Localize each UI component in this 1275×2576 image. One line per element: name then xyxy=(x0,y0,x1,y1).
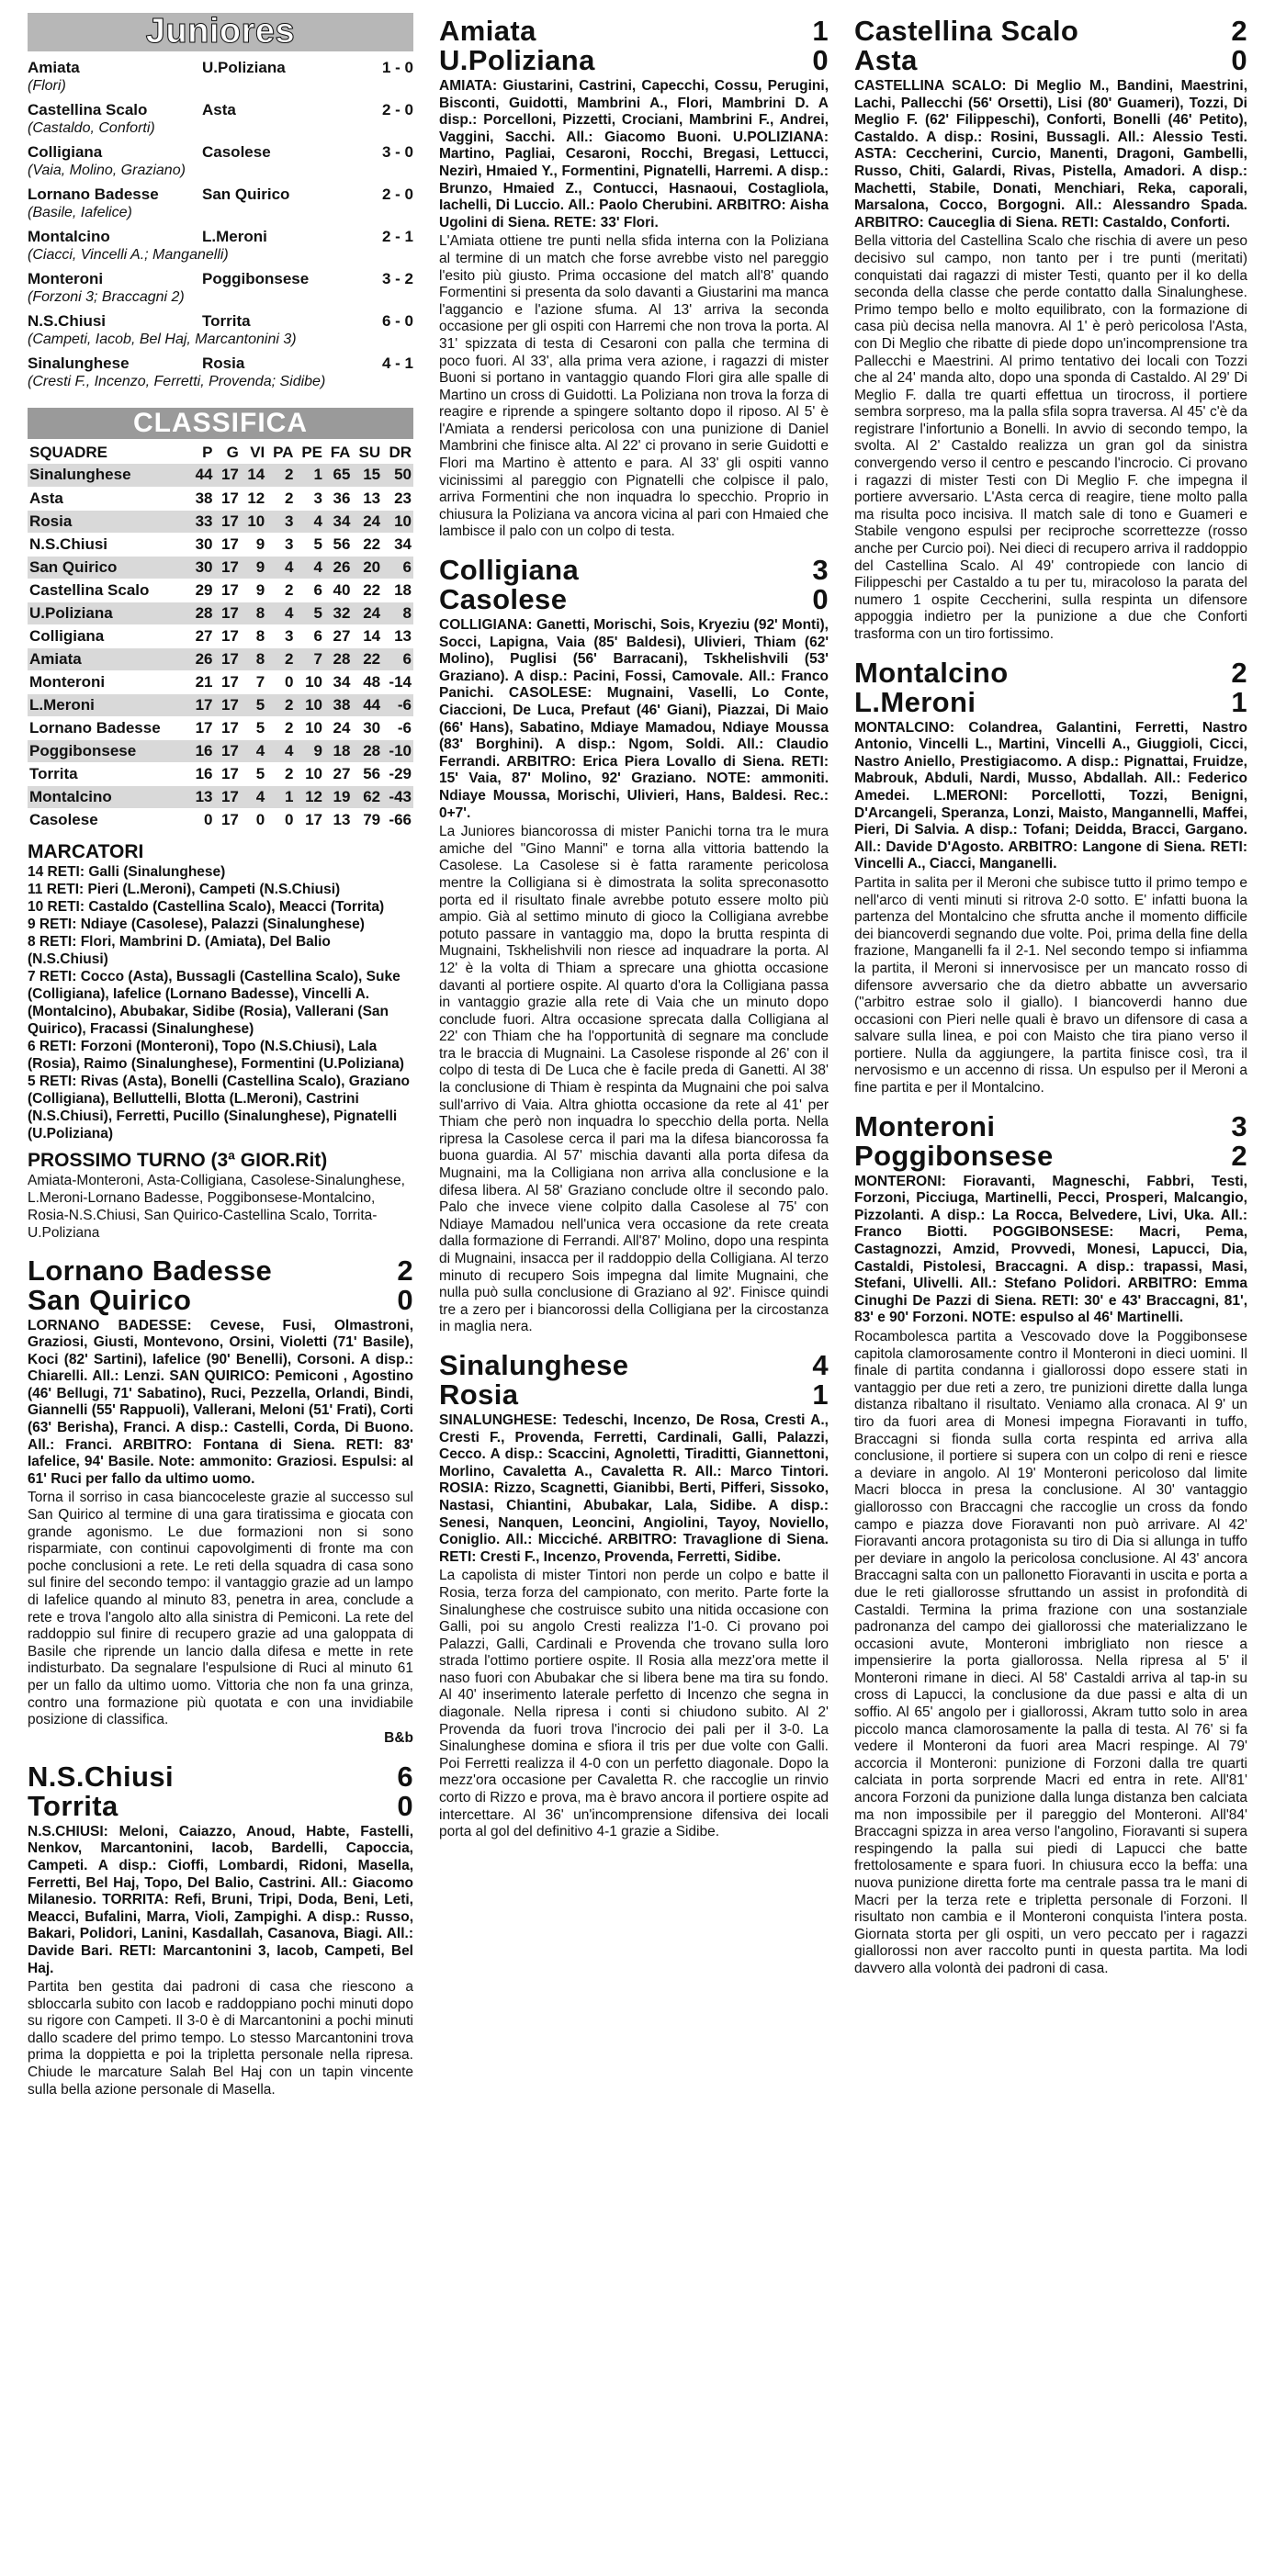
match-castellina-header xyxy=(854,17,1247,75)
stat-cell: 29 xyxy=(188,579,214,602)
result-score: 2 - 0 xyxy=(381,101,413,118)
stat-cell: 17 xyxy=(214,693,240,716)
match-colligiana-header xyxy=(439,556,829,614)
home-score: 6 xyxy=(397,1760,413,1793)
stat-cell: 4 xyxy=(241,785,266,808)
marcatori-line: 9 RETI: Ndiaye (Casolese), Palazzi (Sinalunghese) xyxy=(28,916,365,932)
stat-cell: 23 xyxy=(382,487,413,510)
table-row xyxy=(28,579,413,602)
away-team: Poggibonsese xyxy=(202,270,310,287)
stat-cell: 17 xyxy=(214,602,240,624)
stat-cell: -10 xyxy=(382,739,413,762)
stat-cell: 17 xyxy=(188,693,214,716)
stat-cell: 28 xyxy=(188,602,214,624)
stat-cell: 2 xyxy=(266,716,295,739)
stat-cell: 3 xyxy=(266,533,295,556)
stat-cell: 1 xyxy=(266,785,295,808)
table-row xyxy=(28,693,413,716)
stat-cell: 12 xyxy=(241,487,266,510)
stat-cell: -29 xyxy=(382,762,413,785)
away-score: 1 xyxy=(812,1378,829,1411)
stat-cell: 6 xyxy=(295,624,324,647)
stat-cell: -6 xyxy=(382,693,413,716)
stat-cell: 0 xyxy=(241,808,266,831)
marcatori-line: 11 RETI: Pieri (L.Meroni), Campeti (N.S.Chiusi) xyxy=(28,881,341,897)
stat-cell: 5 xyxy=(241,716,266,739)
standings-table xyxy=(28,442,413,832)
team-name: Casolese xyxy=(28,808,188,831)
stat-cell: 17 xyxy=(214,808,240,831)
away-team: Asta xyxy=(202,101,236,118)
team-name: Montalcino xyxy=(28,785,188,808)
column-header: PE xyxy=(301,444,322,461)
stat-cell: 33 xyxy=(188,510,214,533)
stat-cell: 22 xyxy=(352,647,382,670)
stat-cell: 62 xyxy=(352,785,382,808)
stat-cell: 9 xyxy=(295,739,324,762)
table-row xyxy=(28,716,413,739)
home-score: 2 xyxy=(1231,656,1247,689)
stat-cell: 5 xyxy=(241,762,266,785)
away-team: Torrita xyxy=(28,1789,118,1822)
home-team: N.S.Chiusi xyxy=(28,1760,175,1793)
result-scorers: (Cresti F., Incenzo, Ferretti, Provenda; Sidibe) xyxy=(28,374,326,389)
stat-cell: 17 xyxy=(214,579,240,602)
stat-cell: 24 xyxy=(352,602,382,624)
home-team: Lornano Badesse xyxy=(28,1254,273,1287)
stat-cell: 16 xyxy=(188,762,214,785)
stat-cell: 48 xyxy=(352,670,382,693)
result-score: 2 - 1 xyxy=(381,228,413,245)
column-header: PA xyxy=(273,444,294,461)
stat-cell: 17 xyxy=(214,785,240,808)
team-name: Poggibonsese xyxy=(28,739,188,762)
result-scorers: (Ciacci, Vincelli A.; Manganelli) xyxy=(28,247,229,263)
team-name: L.Meroni xyxy=(28,693,188,716)
team-name: Asta xyxy=(28,487,188,510)
stat-cell: 56 xyxy=(352,762,382,785)
result-scorers: (Campeti, Iacob, Bel Haj, Marcantonini 3) xyxy=(28,332,297,347)
stat-cell: 44 xyxy=(188,464,214,487)
stat-cell: 26 xyxy=(324,556,352,579)
home-score: 2 xyxy=(397,1254,413,1287)
away-team: L.Meroni xyxy=(202,228,267,245)
home-score: 2 xyxy=(1231,15,1247,47)
home-team: Lornano Badesse xyxy=(28,186,159,203)
result-row xyxy=(28,270,413,288)
result-scorers: (Flori) xyxy=(28,78,66,94)
stat-cell: 10 xyxy=(295,693,324,716)
stat-cell: 0 xyxy=(188,808,214,831)
result-scorers: (Vaia, Molino, Graziano) xyxy=(28,163,186,178)
team-name: Lornano Badesse xyxy=(28,716,188,739)
stat-cell: 6 xyxy=(295,579,324,602)
stat-cell: 17 xyxy=(214,487,240,510)
team-name: Torrita xyxy=(28,762,188,785)
match-castellina-report: Bella vittoria del Castellina Scalo che rischia di avere un peso decisivo sul campo, non tanto per i tre punti (meritati) conquistati dai ragazzi di mister Testi, quanto per il ko della seconda della classe che perde contatto dalla Sinalunghese. Primo tempo bello e molto equilibrato, con la formazione di casa più decisa nella manovra. Al 1' è però pericolosa l'Asta, con Di Meglio che ribatte di piede dopo un'incomprensione tra Pallecchi e Maestrini. Al primo tentativo dei locali con Tozzi che al 24' manda alto, dopo una sponda di Castaldo. Al 29' Di Meglio F. dalla tre quarti effettua un tirocross, il portiere sembra sorpreso, ma la palla sfila sopra traversa. Al 45' c'è da registrare l'infortunio a Bonelli. In avvio di secondo tempo, la svolta. Al 2' Castaldo realizza un gran gol da sinistra convergendo verso il centro e pescando l'incrocio. Ci provano i ragazzi di mister Testi con Di Meglio F. che impegna il portiere avversario. L'Asta cerca di reagire, tiene molto palla ma risulta poco incisiva. Il match sale di tono e Guameri e Stabile vengono espulsi per reciproche scorrettezze (rosso anche per Curcio poi). Nei dieci di recupero arriva il raddoppio del Castellina Scalo. Al 49' contropiede con lancio di Filippeschi per Castaldo a tu per tu, miracoloso la parata del numero 1 ospite Ceccherini, sulla respinta un difensore appoggia indietro per la punizione a due che Conforti trasforma con un tiro fortissimo. xyxy=(854,233,1247,642)
stat-cell: 10 xyxy=(382,510,413,533)
stat-cell: 38 xyxy=(188,487,214,510)
stat-cell: 3 xyxy=(266,624,295,647)
stat-cell: 2 xyxy=(266,647,295,670)
stat-cell: 7 xyxy=(241,670,266,693)
match-chiusi-report: Partita ben gestita dai padroni di casa che riescono a sbloccarla subito con Iacob e raddoppiano pochi minuti dopo su rigore con Campeti. Il 3-0 è di Marcantonini a pochi minuti dallo scadere del primo tempo. Lo stesso Marcantonini trova prima la doppietta e poi la tripletta personale nella ripresa. Chiude le marcature Salah Bel Haj con un tapin vincente sulla bella azione personale di Masella. xyxy=(28,1979,413,2098)
stat-cell: 12 xyxy=(295,785,324,808)
stat-cell: 27 xyxy=(324,762,352,785)
stat-cell: 8 xyxy=(241,602,266,624)
away-team: U.Poliziana xyxy=(439,44,595,76)
marcatori-line: 7 RETI: Cocco (Asta), Bussagli (Castellina Scalo), Suke (Colligiana), Iafelice (Lornano Badesse), Vincelli A. (Montalcino), Abubakar, Sidibe (Rosia), Vallerani (San Quirico), Fracassi (Sinalunghese) xyxy=(28,968,401,1037)
home-score: 1 xyxy=(812,15,829,47)
away-score: 2 xyxy=(1231,1139,1247,1172)
team-name: Sinalunghese xyxy=(28,464,188,487)
result-scorers: (Castaldo, Conforti) xyxy=(28,120,155,136)
match-monteroni-header xyxy=(854,1109,1247,1172)
result-scorers: (Basile, Iafelice) xyxy=(28,205,132,220)
home-team: Montalcino xyxy=(28,228,110,245)
match-chiusi-header xyxy=(28,1762,413,1821)
home-team: N.S.Chiusi xyxy=(28,312,107,330)
home-team: Sinalunghese xyxy=(439,1348,629,1381)
stat-cell: 28 xyxy=(324,647,352,670)
away-team: Casolese xyxy=(439,583,568,616)
juniores-title: Juniores xyxy=(28,13,413,51)
stat-cell: 17 xyxy=(214,533,240,556)
away-team: Torrita xyxy=(202,312,251,330)
stat-cell: 4 xyxy=(266,739,295,762)
stat-cell: 17 xyxy=(214,624,240,647)
stat-cell: 34 xyxy=(382,533,413,556)
away-team: Asta xyxy=(854,44,918,76)
stat-cell: 17 xyxy=(295,808,324,831)
home-score: 4 xyxy=(812,1348,829,1381)
stat-cell: 24 xyxy=(324,716,352,739)
stat-cell: 5 xyxy=(295,533,324,556)
team-name: Castellina Scalo xyxy=(28,579,188,602)
stat-cell: 40 xyxy=(324,579,352,602)
away-score: 0 xyxy=(812,44,829,76)
stat-cell: 5 xyxy=(241,693,266,716)
table-row xyxy=(28,487,413,510)
stat-cell: 65 xyxy=(324,464,352,487)
stat-cell: 34 xyxy=(324,670,352,693)
stat-cell: 9 xyxy=(241,533,266,556)
table-row xyxy=(28,464,413,487)
result-row xyxy=(28,228,413,246)
column-middle xyxy=(439,13,829,2558)
table-row xyxy=(28,739,413,762)
stat-cell: 30 xyxy=(352,716,382,739)
match-monteroni-lineup: MONTERONI: Fioravanti, Magneschi, Fabbri, Testi, Forzoni, Picciuga, Martinelli, Pecci, Prosperi, Malcangio, Pizzolanti. A disp.: La Rocca, Belvedere, Livi, Uka. All.: Franco Biotti. POGGIBONSESE: Macri, Pema, Castagnozzi, Amzid, Provvedi, Monesi, Lapucci, Dia, Castaldi, Pistolesi, Braccagni. A disp.: trapassi, Masi, Stefani, Ulivelli. All.: Stefano Polidori. ARBITRO: Emma Cinughi De Pazzi di Siena. RETI: 30' e 43' Braccagni, 81', 83' e 90' Forzoni. NOTE: espulso al 46' Martinelli. xyxy=(854,1173,1247,1326)
match-montalcino-report: Partita in salita per il Meroni che subisce tutto il primo tempo e nell'arco di venti minuti si ritrova 2-0 sotto. E' infatti buona la partenza del Montalcino che sfrutta anche il momento difficile dei biancoverdi segnando due volte. Poi, prima della fine della frazione, Manganelli fa il 2-1. Nel secondo tempo si infiamma la partita, il Meroni si innervosisce per un mancato rosso di difensore avversario che da dietro abbatte un avversario ("arbitro estrae solo il giallo). I biancoverdi hanno due occasioni con Pieri nelle quali è bravo un difensore di casa a salvare sulla linea, e poi con Maisto che tira piano verso il portiere. Nulla da aggiungere, la partita finisce così, tra il nervosismo e un accenno di rissa. Un espulso per il Meroni a fine partita e per il Montalcino. xyxy=(854,874,1247,1097)
match-castellina-lineup: CASTELLINA SCALO: Di Meglio M., Bandini, Maestrini, Lachi, Pallecchi (56' Orsetti), Lisi (80' Guameri), Tozzi, Di Meglio F. (62' Filippeschi), Conforti, Bonelli (46' Petito), Castaldo. A disp.: Rosini, Bussagli. All.: Alessio Testi. ASTA: Ceccherini, Curcio, Manenti, Dragoni, Gambelli, Russo, Chiti, Galardi, Rivas, Pistella, Amadori. A disp.: Machetti, Stabile, Donati, Menchiari, Reka, caporali, Marsalona, Cocco, Borgogni. All.: Alessandro Spada. ARBITRO: Cauceglia di Siena. RETI: Castaldo, Conforti. xyxy=(854,78,1247,231)
stat-cell: 10 xyxy=(295,716,324,739)
result-score: 3 - 0 xyxy=(381,143,413,161)
home-team: Sinalunghese xyxy=(28,354,130,372)
stat-cell: 34 xyxy=(324,510,352,533)
match-lornano-header xyxy=(28,1256,413,1315)
match-lornano-lineup: LORNANO BADESSE: Cevese, Fusi, Olmastroni, Graziosi, Giusti, Montevono, Orsini, Violetti (71' Basile), Koci (82' Sartini), Iafelice (90' Benelli), Corsoni. A disp.: Chiarelli. All.: Lenzi. SAN QUIRICO: Pemiconi , Agostino (46' Bellugi, 71' Sabatino), Ruci, Pezzella, Orlandi, Bindi, Giannelli (55' Rappuoli), Vallerani, Meloni (51' Frati), Corti (63' Berisha), Franci. A disp.: Castelli, Corda, Di Buono. All.: Franci. ARBITRO: Fontana di Siena. RETI: 83' Iafelice, 94' Basile. Note: ammonito: Graziosi. Espulsi: al 61' Ruci per fallo da ultimo uomo. xyxy=(28,1317,413,1487)
marcatori-line: 8 RETI: Flori, Mambrini D. (Amiata), Del Balio (N.S.Chiusi) xyxy=(28,933,331,967)
stat-cell: 2 xyxy=(266,762,295,785)
away-team: Casolese xyxy=(202,143,271,161)
table-row xyxy=(28,762,413,785)
prossimo-turno-text: Amiata-Monteroni, Asta-Colligiana, Casolese-Sinalunghese, L.Meroni-Lornano Badesse, Poggibonsese-Montalcino, Rosia-N.S.Chiusi, San Quirico-Castellina Scalo, Torrita-U.Poliziana xyxy=(28,1172,405,1241)
stat-cell: 4 xyxy=(241,739,266,762)
stat-cell: 9 xyxy=(241,579,266,602)
column-right xyxy=(854,13,1247,2558)
away-team: Rosia xyxy=(439,1378,519,1411)
column-left xyxy=(28,13,413,2558)
match-colligiana-lineup: COLLIGIANA: Ganetti, Morischi, Sois, Kryeziu (92' Monti), Socci, Lapigna, Vaia (85' Baldesi), Ulivieri, Thiam (62' Molino), Puglisi (56' Barracani), Tskhelishvili (53' Graziano). A disp.: Pacini, Fossi, Camovale. All.: Franco Panichi. CASOLESE: Mugnaini, Vaselli, Lo Conte, Ciaccioni, De Luca, Prefaut (46' Giani), Piazzai, Di Maio (66' Hans), Sabatino, Mdiaye Mamadou, Ndiaye Moussa (83' Borghini). A disp.: Ngom, Soldi. All.: Claudio Ferrandi. ARBITRO: Erica Piera Lovallo di Siena. RETI: 15' Vaia, 87' Molino, 92' Graziano. NOTE: ammoniti. Ndiaye Moussa, Morischi, Ulivieri, Hans, Baldesi. Rec.: 0+7'. xyxy=(439,617,829,821)
stat-cell: 17 xyxy=(214,739,240,762)
column-header: DR xyxy=(389,444,412,461)
stat-cell: 13 xyxy=(188,785,214,808)
stat-cell: 9 xyxy=(241,556,266,579)
match-chiusi-lineup: N.S.CHIUSI: Meloni, Caiazzo, Anoud, Habte, Fastelli, Nenkov, Marcantonini, Iacob, Bardelli, Capoccia, Campeti. A disp.: Cioffi, Lombardi, Ridoni, Masella, Ferretti, Bel Haj, Topo, Del Balio, Castrini. All.: Giacomo Milanesio. TORRITA: Refi, Bruni, Tripi, Doda, Beni, Leti, Meacci, Bufalini, Marra, Violi, Zampighi. A disp.: Russo, Bakari, Polidori, Lanini, Kasdallah, Casanova, Biagi. All.: Davide Bari. RETI: Marcantonini 3, Iacob, Campeti, Bel Haj. xyxy=(28,1823,413,1976)
stat-cell: 2 xyxy=(266,487,295,510)
stat-cell: 4 xyxy=(295,556,324,579)
home-team: Castellina Scalo xyxy=(854,15,1079,47)
stat-cell: 50 xyxy=(382,464,413,487)
stat-cell: 10 xyxy=(295,670,324,693)
match-sinalunghese-header xyxy=(439,1348,829,1411)
stat-cell: 3 xyxy=(295,487,324,510)
stat-cell: 2 xyxy=(266,464,295,487)
result-row xyxy=(28,312,413,331)
match-lornano-report: Torna il sorriso in casa biancoceleste grazie al successo sul San Quirico al termine di una gara tiratissima e giocata con grande agonismo. Le due formazioni non si sono risparmiate, con continui capovolgimenti di fronte ma con poche conclusioni a rete. Le reti della squadra di casa sono sul finire del secondo tempo: il vantaggio grazie ad un lampo di Iafelice quando al minuto 83, penetra in area, conclude a rete e trova l'angolo alto alla sinistra di Pemiconi. La rete del raddoppio sul finire di recupero grazie ad una galoppata di Basile che riprende un lancio dalla difesa e mette in rete indisturbato. Da segnalare l'espulsione di Ruci al minuto 61 per un fallo da ultimo uomo. Vittoria che non fa una grinza, contro una formazione più quotata e con una invidiabile posizione di classifica. xyxy=(28,1490,413,1728)
column-header: SQUADRE xyxy=(29,444,108,461)
stat-cell: 18 xyxy=(382,579,413,602)
stat-cell: 19 xyxy=(324,785,352,808)
stat-cell: 20 xyxy=(352,556,382,579)
away-score: 0 xyxy=(812,583,829,616)
stat-cell: 7 xyxy=(295,647,324,670)
marcatori-line: 10 RETI: Castaldo (Castellina Scalo), Meacci (Torrita) xyxy=(28,898,385,915)
stat-cell: 17 xyxy=(214,762,240,785)
team-name: Colligiana xyxy=(28,624,188,647)
marcatori-line: 14 RETI: Galli (Sinalunghese) xyxy=(28,863,226,880)
away-team: San Quirico xyxy=(28,1283,192,1316)
stat-cell: 6 xyxy=(382,647,413,670)
result-score: 2 - 0 xyxy=(381,186,413,203)
stat-cell: 8 xyxy=(382,602,413,624)
stat-cell: 17 xyxy=(214,510,240,533)
standings-header xyxy=(28,442,413,464)
result-row xyxy=(28,143,413,162)
stat-cell: -66 xyxy=(382,808,413,831)
stat-cell: 10 xyxy=(295,762,324,785)
result-row xyxy=(28,59,413,77)
home-team: Castellina Scalo xyxy=(28,101,148,118)
stat-cell: 30 xyxy=(188,556,214,579)
table-row xyxy=(28,533,413,556)
stat-cell: 2 xyxy=(266,579,295,602)
column-header: SU xyxy=(358,444,381,461)
match-montalcino-header xyxy=(854,658,1247,717)
stat-cell: 27 xyxy=(188,624,214,647)
stat-cell: 26 xyxy=(188,647,214,670)
stat-cell: 32 xyxy=(324,602,352,624)
table-row xyxy=(28,785,413,808)
table-row xyxy=(28,670,413,693)
match-amiata-header xyxy=(439,17,829,75)
prossimo-turno-title: PROSSIMO TURNO (3ª GIOR.Rit) xyxy=(28,1149,328,1171)
away-score: 0 xyxy=(397,1283,413,1316)
marcatori-line: 5 RETI: Rivas (Asta), Bonelli (Castellina Scalo), Graziano (Colligiana), Belluttelli, Blotta (L.Meroni), Castrini (N.S.Chiusi), Ferretti, Pucillo (Sinalunghese), Pignatelli (U.Poliziana) xyxy=(28,1073,411,1142)
classifica-title: CLASSIFICA xyxy=(28,408,413,439)
column-header: G xyxy=(226,444,239,461)
stat-cell: 17 xyxy=(214,670,240,693)
away-team: U.Poliziana xyxy=(202,59,286,76)
stat-cell: 22 xyxy=(352,579,382,602)
away-team: L.Meroni xyxy=(854,685,976,718)
column-header: P xyxy=(202,444,213,461)
marcatori-list xyxy=(28,863,413,1142)
table-row xyxy=(28,647,413,670)
match-amiata-report: L'Amiata ottiene tre punti nella sfida interna con la Poliziana al termine di un match che forse avrebbe visto nel pareggio l'esito più giusto. Prima occasione del match all'8' quando Formentini si presenta da solo davanti a Giustarini ma manca l'aggancio e l'azione sfuma. Al 13' arriva la seconda occasione per gli ospiti con Harremi che non trova la porta. Al 31' spizzata di testa di Cesaroni con palla che termina di poco fuori. Al 33', alla prima vera azione, i ragazzi di mister Buoni si portano in vantaggio quando Flori gira alle spalle di Martino un cross di Guidotti. La Poliziana non trova la forza di reagire e riprende a spingere soltanto dopo il riposo. Al 5' è l'Amiata a rendersi pericolosa con una punizione di Daniel Mambrini che finisce alta. Al 22' ci provano in serie Guidotti e Flori ma Martino è attento e para. Al 33' gli ospiti vanno vicinissimi al pareggio con Pignatelli che colpisce il palo, arriva Formentini che non inquadra lo specchio. Proprio in chiusura la Poliziana va ancora vicina al pari con Hmaied che lambisce il palo con un colpo di testa. xyxy=(439,233,829,540)
home-team: Colligiana xyxy=(28,143,103,161)
stat-cell: 8 xyxy=(241,624,266,647)
stat-cell: 14 xyxy=(241,464,266,487)
result-scorers: (Forzoni 3; Braccagni 2) xyxy=(28,289,185,305)
table-row xyxy=(28,624,413,647)
stat-cell: 30 xyxy=(188,533,214,556)
stat-cell: -14 xyxy=(382,670,413,693)
marcatori-line: 6 RETI: Forzoni (Monteroni), Topo (N.S.Chiusi), Lala (Rosia), Raimo (Sinalunghese), Formentini (U.Poliziana) xyxy=(28,1038,404,1072)
stat-cell: 5 xyxy=(295,602,324,624)
result-row xyxy=(28,186,413,204)
match-sinalunghese-lineup: SINALUNGHESE: Tedeschi, Incenzo, De Rosa, Cresti A., Cresti F., Provenda, Ferretti, Cardinali, Galli, Palazzi, Cecco. A disp.: Scaccini, Agnoletti, Tiraditti, Giannettoni, Morlino, Cavaletta A., Cavaletta R. All.: Marco Tintori. ROSIA: Rizzo, Scagnetti, Gianibbi, Berti, Pifferi, Sissoko, Nastasi, Chiantini, Abubakar, Lala, Sidibe. A disp.: Senesi, Nanquen, Leoncini, Angiolini, Tayoy, Noviello, Coniglio. All.: Micciché. ARBITRO: Travaglione di Siena. RETI: Cresti F., Incenzo, Provenda, Ferretti, Sidibe. xyxy=(439,1412,829,1565)
team-name: Amiata xyxy=(28,647,188,670)
away-score: 0 xyxy=(1231,44,1247,76)
stat-cell: 10 xyxy=(241,510,266,533)
stat-cell: -6 xyxy=(382,716,413,739)
stat-cell: 3 xyxy=(266,510,295,533)
team-name: Rosia xyxy=(28,510,188,533)
match-colligiana-report: La Juniores biancorossa di mister Panichi torna tra le mura amiche del "Gino Manni" e torna alla vittoria battendo la Casolese. La Casolese si è fatta raramente pericolosa mentre la Colligiana si è dimostrata la solita spreconasotto porta ed il risultato finale avrebbe potuto essere molto più ampio. Già al settimo minuto di gioco la Colligiana avrebbe potuto passare in vantaggio ma, dopo la brutta respinta di Mugnaini, Tskhelishvili non riesce ad inquadrare la porta. Al 12' è la volta di Thiam a sprecare una ghiotta occasione davanti al portiere ospite. Al quarto d'ora la Colligiana passa in vantaggio grazie alla rete di Vaia che un minuto dopo conclude fuori. Altra occasione sprecata dalla Colligiana al 22' con Thiam che ha l'opportunità di segnare ma conclude tra le braccia di Mugnaini. La Casolese risponde al 26' con il colpo di testa di De Luca che è facile preda di Ganetti. Al 38' la conclusione di Thiam è respinta da Mugnaini che poi salva sull'arrivo di Vaia. Altra ghiotta occasione da rete al 41' per Thiam che però non inquadra lo specchio della porta. Nella ripresa la Casolese cerca il pari ma la difesa biancorossa fa buona guardia. Al 57' mischia davanti alla porta difesa da Mugnaini, ma la Colligiana non arriva alla conclusione e la difesa libera. Al 58' Graziano conclude oltre il secondo palo. Palo che invece viene colpito dalla Casolese al 75' con Ndiaye Mamadou nell'unica vera occasione da rete creata dalla formazione di Ferrandi. All'87' Molino, dopo una respinta di Mugnaini, insacca per il raddoppio della Colligiana. Al terzo minuto di recupero Sois impegna dal limite Mugnaini, che nulla può sulla conclusione di Graziano al 92'. Finisce quindi tre a zero per i biancorossi della Colligiana per la circostanza in maglia nera. xyxy=(439,824,829,1335)
stat-cell: 13 xyxy=(324,808,352,831)
stat-cell: 21 xyxy=(188,670,214,693)
author-signature: B&b xyxy=(384,1729,413,1746)
stat-cell: 4 xyxy=(295,510,324,533)
stat-cell: 17 xyxy=(214,716,240,739)
match-sinalunghese-report: La capolista di mister Tintori non perde un colpo e batte il Rosia, terza forza del campionato, con merito. Parte forte la Sinalunghese che costruisce subito una nitida occasione con Galli, poi su angolo Cresti realizza l'1-0. Ci provano poi Palazzi, Galli, Cardinali e Provenda che trovano sulla loro strada l'ottimo portiere ospite. Il Rosia alla mezz'ora mette il naso fuori con Abubakar che si libera bene ma tira su fondo. Al 40' inserimento laterale perfetto di Incenzo che segna in diagonale. Nella ripresa i conti si chiudono subito. Al 2' Provenda da fuori trova l'incrocio dei pali per il 3-0. La Sinalunghese domina e sfiora il tris per due volte con Galli. Poi Ferretti realizza il 4-0 con un perfetto diagonale. Dopo la mezz'ora occasione per Cavaletta R. che raccoglie un rinvio corto di Rizzo e prova, ma è bravo ancora il portiere ospite ad intercettare. Al 36' un'incomprensione difensiva dei locali porta al gol del definitivo 4-1 grazie a Sidibe. xyxy=(439,1568,829,1840)
stat-cell: 15 xyxy=(352,464,382,487)
column-header: VI xyxy=(250,444,265,461)
stat-cell: -43 xyxy=(382,785,413,808)
home-score: 3 xyxy=(812,554,829,587)
stat-cell: 0 xyxy=(266,670,295,693)
match-monteroni-report: Rocambolesca partita a Vescovado dove la Poggibonsese capitola clamorosamente contro il Monteroni in dieci uomini. Il finale di partita condanna i giallorossi dopo essere stati in vantaggio per due reti a zero, tre punizioni dirette dalla lunga distanza ribaltano il risultato. Veniamo alla cronaca. Al 9' un tiro da fuori area di Monesi impegna Fioravanti in tuffo, Braccagni si fionda sulla corta respinta ed arriva alla conclusione, il portiere si supera con un colpo di reni e riesce a deviare in angolo. Al 19' Monteroni pericoloso dal limite Macri blocca in presa la conclusione. Al 30' vantaggio giallorosso con Braccagni che raccoglie un cross da fondo campo e piazza dove Fioravanti non può arrivare. Al 42' Fioravanti ancora protagonista su tiro di Dia si allunga in tuffo per deviare in angolo la pericolosa conclusione. Al 43' ancora Braccagni salta con un pallonetto Fioravanti in uscita e porta a due le reti giallorosse sfruttando un assist in profondità di Castaldi. Termina la prima frazione con una sostanziale padronanza del campo dei giallorossi che materializzano le occasioni avute, Monteroni imbrigliato non riesce a impensierire la porta giallorossa. Nella ripresa al 5' il Monteroni rimane in dieci. Al 58' Castaldi arriva al tap-in su cross di Lapucci, la conclusione da due passi e alta di un soffio. Al 65' angolo per i giallorossi, Akram tutto solo in area piccolo manca clamorosamente la palla di testa. Al 76' si fa vedere il Monteroni da fuori area Macri respinge. Al 79' accorcia il Monteroni: punizione di Forzoni dalla tre quarti calciata in porta sorprende Macri ed entra in rete. All'81' ancora Forzoni da punizione dalla lunga distanza ben calciata ma non impossibile per il pareggio del Monteroni. All'84' Braccagni spizza in area verso l'angolino, Fioravanti si supera respingendo la palla sui piedi di Lapucci che batte frettolosamente e spara fuori. In chiusura ecco la beffa: una nuova punizione diretta forte ma centrale passa tra le mani di Macri per la terza rete e tripletta personale di Forzoni. Il risultato non cambia e il Monteroni conquista l'intera posta. Giornata storta per gli ospiti, un vero peccato per i ragazzi giallorossi non aver raccolto punti in questa partita. Ma lodi davvero alla volontà dei padroni di casa. xyxy=(854,1329,1247,1976)
stat-cell: 79 xyxy=(352,808,382,831)
home-team: Amiata xyxy=(439,15,536,47)
home-team: Monteroni xyxy=(854,1109,996,1142)
stat-cell: 17 xyxy=(214,556,240,579)
away-score: 1 xyxy=(1231,685,1247,718)
away-score: 0 xyxy=(397,1789,413,1822)
stat-cell: 8 xyxy=(241,647,266,670)
away-team: San Quirico xyxy=(202,186,290,203)
stat-cell: 13 xyxy=(382,624,413,647)
stat-cell: 38 xyxy=(324,693,352,716)
away-team: Rosia xyxy=(202,354,245,372)
stat-cell: 4 xyxy=(266,556,295,579)
stat-cell: 17 xyxy=(214,647,240,670)
away-team: Poggibonsese xyxy=(854,1139,1054,1172)
stat-cell: 1 xyxy=(295,464,324,487)
stat-cell: 24 xyxy=(352,510,382,533)
team-name: Monteroni xyxy=(28,670,188,693)
match-montalcino-lineup: MONTALCINO: Colandrea, Galantini, Ferretti, Nastro Antonio, Vincelli L., Martini, Vincelli A., Giuggioli, Cicci, Nastro Aniello, Prestigiacomo. A disp.: Pignattai, Fruidze, Mabrouk, Abduli, Nardi, Musso, Abdallah. All.: Federico Amedei. L.MERONI: Porcellotti, Tozzi, Benigni, D'Arcangeli, Speranza, Lonzi, Maisto, Mangannelli, Maffei, Pieri, Di Salvia. A disp.: Tofani; Deidda, Bracci, Gargano. All.: Davide D'Agosto. ARBITRO: Langone di Siena. RETI: Vincelli A., Ciacci, Manganelli. xyxy=(854,719,1247,872)
home-score: 3 xyxy=(1231,1109,1247,1142)
home-team: Montalcino xyxy=(854,656,1009,689)
table-row xyxy=(28,602,413,624)
result-score: 3 - 2 xyxy=(381,270,413,287)
home-team: Monteroni xyxy=(28,270,104,287)
home-team: Amiata xyxy=(28,59,80,76)
stat-cell: 27 xyxy=(324,624,352,647)
team-name: U.Poliziana xyxy=(28,602,188,624)
stat-cell: 2 xyxy=(266,693,295,716)
home-team: Colligiana xyxy=(439,554,580,587)
stat-cell: 18 xyxy=(324,739,352,762)
result-row xyxy=(28,101,413,119)
stat-cell: 28 xyxy=(352,739,382,762)
stat-cell: 4 xyxy=(266,602,295,624)
column-header: FA xyxy=(330,444,351,461)
results-list xyxy=(28,59,413,397)
stat-cell: 22 xyxy=(352,533,382,556)
stat-cell: 17 xyxy=(214,464,240,487)
stat-cell: 56 xyxy=(324,533,352,556)
stat-cell: 13 xyxy=(352,487,382,510)
stat-cell: 36 xyxy=(324,487,352,510)
table-row xyxy=(28,556,413,579)
result-score: 4 - 1 xyxy=(381,354,413,372)
stat-cell: 17 xyxy=(188,716,214,739)
table-row xyxy=(28,510,413,533)
result-score: 6 - 0 xyxy=(381,312,413,330)
team-name: San Quirico xyxy=(28,556,188,579)
result-score: 1 - 0 xyxy=(381,59,413,76)
stat-cell: 16 xyxy=(188,739,214,762)
result-row xyxy=(28,354,413,373)
stat-cell: 0 xyxy=(266,808,295,831)
table-row xyxy=(28,808,413,831)
stat-cell: 14 xyxy=(352,624,382,647)
stat-cell: 44 xyxy=(352,693,382,716)
team-name: N.S.Chiusi xyxy=(28,533,188,556)
stat-cell: 6 xyxy=(382,556,413,579)
marcatori-title: MARCATORI xyxy=(28,840,144,862)
match-amiata-lineup: AMIATA: Giustarini, Castrini, Capecchi, Cossu, Perugini, Bisconti, Guidotti, Mambrini A., Flori, Mambrini D. A disp.: Porcelloni, Pizzetti, Crociani, Mambrini F., Andrei, Vaggini, Sacchi. All.: Giacomo Buoni. U.POLIZIANA: Martino, Pagliai, Cesaroni, Rocchi, Bregasi, Lettucci, Nezirì, Hmaied Y., Formentini, Pignatelli, Harremi. A disp.: Brunzo, Hmaied Z., Contucci, Hasnaoui, Costagliola, Iachelli, Di Luccio. All.: Paolo Cherubini. ARBITRO: Aisha Ugolini di Siena. RETE: 33' Flori. xyxy=(439,78,829,231)
